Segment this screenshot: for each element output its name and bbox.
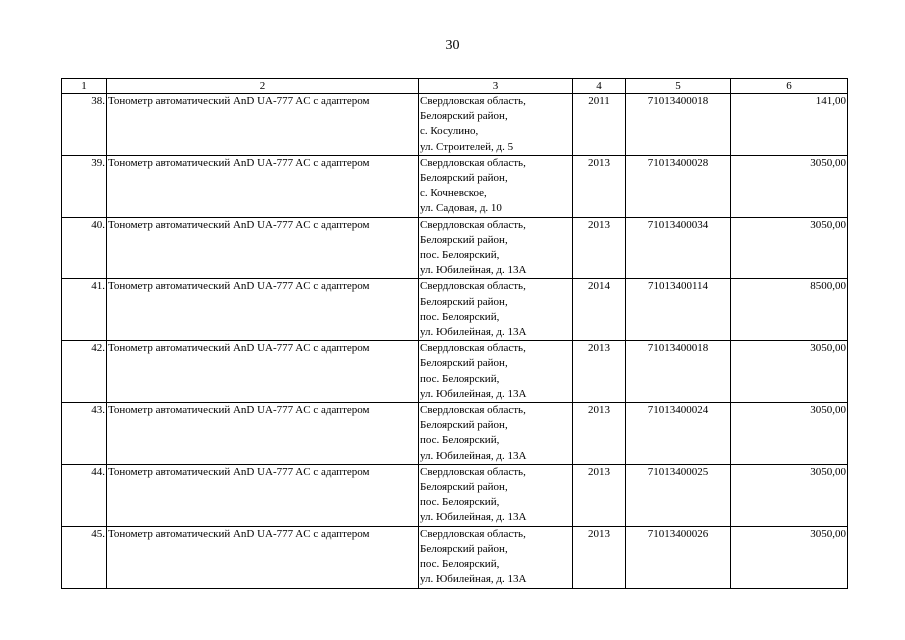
inventory-number-cell: 71013400028 (626, 155, 731, 217)
cost-cell: 141,00 (731, 94, 848, 156)
cost-cell: 3050,00 (731, 464, 848, 526)
inventory-number-cell: 71013400026 (626, 526, 731, 588)
address-cell: Свердловская область, Белоярский район, с. Кочневское, ул. Садовая, д. 10 (419, 155, 573, 217)
column-header: 5 (626, 79, 731, 94)
year-cell: 2013 (573, 217, 626, 279)
year-cell: 2013 (573, 341, 626, 403)
address-cell: Свердловская область, Белоярский район, пос. Белоярский, ул. Юбилейная, д. 13А (419, 279, 573, 341)
row-number-cell: 41. (62, 279, 107, 341)
address-cell: Свердловская область, Белоярский район, с. Косулино, ул. Строителей, д. 5 (419, 94, 573, 156)
inventory-number-cell: 71013400034 (626, 217, 731, 279)
cost-cell: 3050,00 (731, 155, 848, 217)
year-cell: 2013 (573, 464, 626, 526)
page-number: 30 (445, 38, 460, 53)
column-header: 4 (573, 79, 626, 94)
year-cell: 2014 (573, 279, 626, 341)
row-number-cell: 39. (62, 155, 107, 217)
table-body (62, 94, 848, 589)
table-header-row (62, 79, 848, 94)
table-row (62, 217, 848, 279)
inventory-number-cell: 71013400114 (626, 279, 731, 341)
item-name-cell: Тонометр автоматический AnD UA-777 AC с адаптером (107, 279, 419, 341)
inventory-number-cell: 71013400024 (626, 403, 731, 465)
table-row (62, 464, 848, 526)
cost-cell: 8500,00 (731, 279, 848, 341)
table-row (62, 94, 848, 156)
year-cell: 2013 (573, 155, 626, 217)
column-header: 6 (731, 79, 848, 94)
row-number-cell: 45. (62, 526, 107, 588)
inventory-number-cell: 71013400018 (626, 94, 731, 156)
cost-cell: 3050,00 (731, 341, 848, 403)
item-name-cell: Тонометр автоматический AnD UA-777 AC с адаптером (107, 341, 419, 403)
table-row (62, 403, 848, 465)
item-name-cell: Тонометр автоматический AnD UA-777 AC с адаптером (107, 217, 419, 279)
table-row (62, 155, 848, 217)
row-number-cell: 44. (62, 464, 107, 526)
item-name-cell: Тонометр автоматический AnD UA-777 AC с адаптером (107, 403, 419, 465)
year-cell: 2011 (573, 94, 626, 156)
address-cell: Свердловская область, Белоярский район, пос. Белоярский, ул. Юбилейная, д. 13А (419, 526, 573, 588)
inventory-number-cell: 71013400025 (626, 464, 731, 526)
column-header: 1 (62, 79, 107, 94)
cost-cell: 3050,00 (731, 526, 848, 588)
address-cell: Свердловская область, Белоярский район, пос. Белоярский, ул. Юбилейная, д. 13А (419, 341, 573, 403)
row-number-cell: 38. (62, 94, 107, 156)
column-header: 3 (419, 79, 573, 94)
column-header: 2 (107, 79, 419, 94)
item-name-cell: Тонометр автоматический AnD UA-777 AC с адаптером (107, 464, 419, 526)
table-row (62, 526, 848, 588)
item-name-cell: Тонометр автоматический AnD UA-777 AC с адаптером (107, 155, 419, 217)
table-row (62, 279, 848, 341)
row-number-cell: 42. (62, 341, 107, 403)
address-cell: Свердловская область, Белоярский район, пос. Белоярский, ул. Юбилейная, д. 13А (419, 464, 573, 526)
row-number-cell: 40. (62, 217, 107, 279)
table-row (62, 341, 848, 403)
cost-cell: 3050,00 (731, 403, 848, 465)
row-number-cell: 43. (62, 403, 107, 465)
item-name-cell: Тонометр автоматический AnD UA-777 AC с адаптером (107, 94, 419, 156)
item-name-cell: Тонометр автоматический AnD UA-777 AC с адаптером (107, 526, 419, 588)
year-cell: 2013 (573, 403, 626, 465)
address-cell: Свердловская область, Белоярский район, пос. Белоярский, ул. Юбилейная, д. 13А (419, 403, 573, 465)
inventory-number-cell: 71013400018 (626, 341, 731, 403)
inventory-table (61, 78, 848, 589)
year-cell: 2013 (573, 526, 626, 588)
cost-cell: 3050,00 (731, 217, 848, 279)
address-cell: Свердловская область, Белоярский район, пос. Белоярский, ул. Юбилейная, д. 13А (419, 217, 573, 279)
